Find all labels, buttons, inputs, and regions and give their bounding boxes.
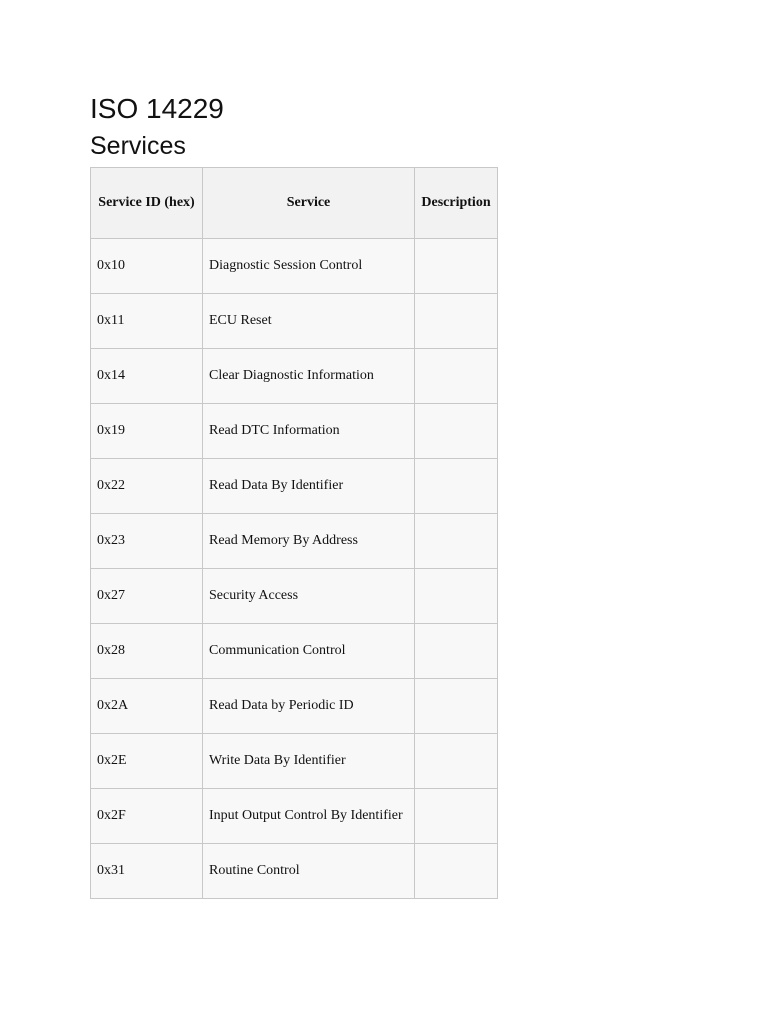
- description-cell: [415, 789, 498, 844]
- document-title: ISO 14229: [90, 93, 224, 124]
- section-title: Services: [90, 132, 186, 160]
- service-name-cell: Communication Control: [203, 624, 415, 679]
- description-cell: [415, 514, 498, 569]
- service-name-cell: Read Data by Periodic ID: [203, 679, 415, 734]
- service-id-cell: 0x31: [91, 844, 203, 899]
- service-id-cell: 0x14: [91, 349, 203, 404]
- table-row: [91, 789, 498, 844]
- description-cell: [415, 734, 498, 789]
- description-cell: [415, 404, 498, 459]
- table-header: [91, 168, 498, 239]
- header-description: Description: [415, 168, 498, 239]
- table-row: [91, 624, 498, 679]
- service-name-cell: Write Data By Identifier: [203, 734, 415, 789]
- service-id-cell: 0x2A: [91, 679, 203, 734]
- table-row: [91, 349, 498, 404]
- description-cell: [415, 294, 498, 349]
- table-row: [91, 679, 498, 734]
- description-cell: [415, 239, 498, 294]
- table-row: [91, 239, 498, 294]
- services-table: [90, 167, 498, 899]
- service-id-cell: 0x23: [91, 514, 203, 569]
- service-name-cell: Routine Control: [203, 844, 415, 899]
- table-row: [91, 294, 498, 349]
- service-name-cell: Read Memory By Address: [203, 514, 415, 569]
- service-name-cell: Read DTC Information: [203, 404, 415, 459]
- service-id-cell: 0x27: [91, 569, 203, 624]
- service-id-cell: 0x2E: [91, 734, 203, 789]
- table-body: [91, 239, 498, 899]
- service-name-cell: Diagnostic Session Control: [203, 239, 415, 294]
- table-row: [91, 404, 498, 459]
- header-service: Service: [203, 168, 415, 239]
- service-name-cell: Clear Diagnostic Information: [203, 349, 415, 404]
- table-row: [91, 459, 498, 514]
- description-cell: [415, 349, 498, 404]
- table-row: [91, 844, 498, 899]
- service-id-cell: 0x10: [91, 239, 203, 294]
- description-cell: [415, 569, 498, 624]
- service-name-cell: Read Data By Identifier: [203, 459, 415, 514]
- description-cell: [415, 679, 498, 734]
- service-id-cell: 0x22: [91, 459, 203, 514]
- service-name-cell: ECU Reset: [203, 294, 415, 349]
- service-name-cell: Security Access: [203, 569, 415, 624]
- header-service-id: Service ID (hex): [91, 168, 203, 239]
- header-row: [91, 168, 498, 239]
- description-cell: [415, 459, 498, 514]
- service-id-cell: 0x28: [91, 624, 203, 679]
- service-id-cell: 0x11: [91, 294, 203, 349]
- table-row: [91, 734, 498, 789]
- description-cell: [415, 844, 498, 899]
- description-cell: [415, 624, 498, 679]
- table-row: [91, 569, 498, 624]
- service-id-cell: 0x19: [91, 404, 203, 459]
- service-name-cell: Input Output Control By Identifier: [203, 789, 415, 844]
- service-id-cell: 0x2F: [91, 789, 203, 844]
- table-row: [91, 514, 498, 569]
